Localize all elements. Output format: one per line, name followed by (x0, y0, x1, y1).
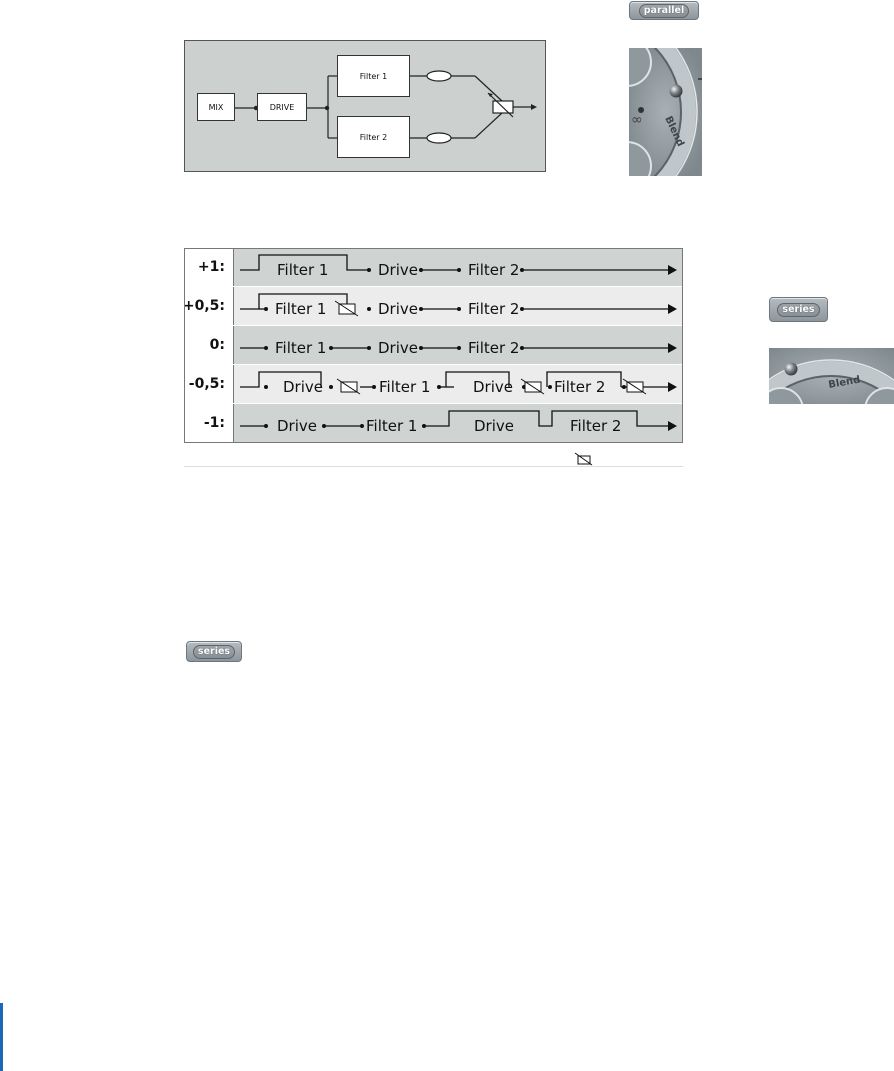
row2-seg2: Drive (378, 300, 418, 318)
blend-knob-label: Blend (662, 114, 686, 149)
blend-knob-label-2: Blend (827, 374, 862, 391)
row-label: -0,5: (184, 365, 234, 403)
row3-seg3: Filter 2 (468, 339, 520, 357)
row5-seg4: Filter 2 (570, 417, 622, 435)
row-label: +0,5: (184, 287, 234, 325)
filter1-box: Filter 1 (337, 55, 410, 97)
row5-seg2: Filter 1 (366, 417, 418, 435)
series-button-bottom-label: series (193, 645, 235, 659)
row1-seg3: Filter 2 (468, 261, 520, 279)
parallel-button-label: parallel (639, 4, 690, 18)
row-label: 0: (184, 326, 234, 364)
row3-seg2: Drive (378, 339, 418, 357)
series-routing-table (184, 248, 683, 470)
row3-seg1: Filter 1 (275, 339, 327, 357)
row1-seg1: Filter 1 (277, 261, 329, 279)
parallel-routing-diagram (184, 40, 546, 172)
row-label: +1: (184, 248, 234, 286)
page-edge-marker (0, 1003, 3, 1071)
series-button-bottom[interactable] (186, 641, 242, 662)
filter2-box: Filter 2 (337, 116, 410, 158)
series-button-right-label: series (777, 303, 819, 317)
row4-seg2: Filter 1 (379, 378, 431, 396)
row5-seg1: Drive (277, 417, 317, 435)
drive-box: DRIVE (257, 93, 307, 121)
row4-seg1: Drive (283, 378, 323, 396)
row2-seg1: Filter 1 (275, 300, 327, 318)
row4-seg4: Filter 2 (554, 378, 606, 396)
link-icon: ∞ (631, 112, 643, 128)
row4-seg3: Drive (473, 378, 513, 396)
blend-knob-vertical[interactable] (629, 48, 702, 176)
row-label: -1: (184, 404, 234, 442)
series-button-right[interactable] (769, 297, 828, 322)
row5-seg3: Drive (474, 417, 514, 435)
row2-seg3: Filter 2 (468, 300, 520, 318)
mix-box: MIX (197, 93, 235, 121)
parallel-button[interactable] (629, 1, 699, 20)
row1-seg2: Drive (378, 261, 418, 279)
blend-knob-horizontal[interactable] (769, 348, 894, 404)
